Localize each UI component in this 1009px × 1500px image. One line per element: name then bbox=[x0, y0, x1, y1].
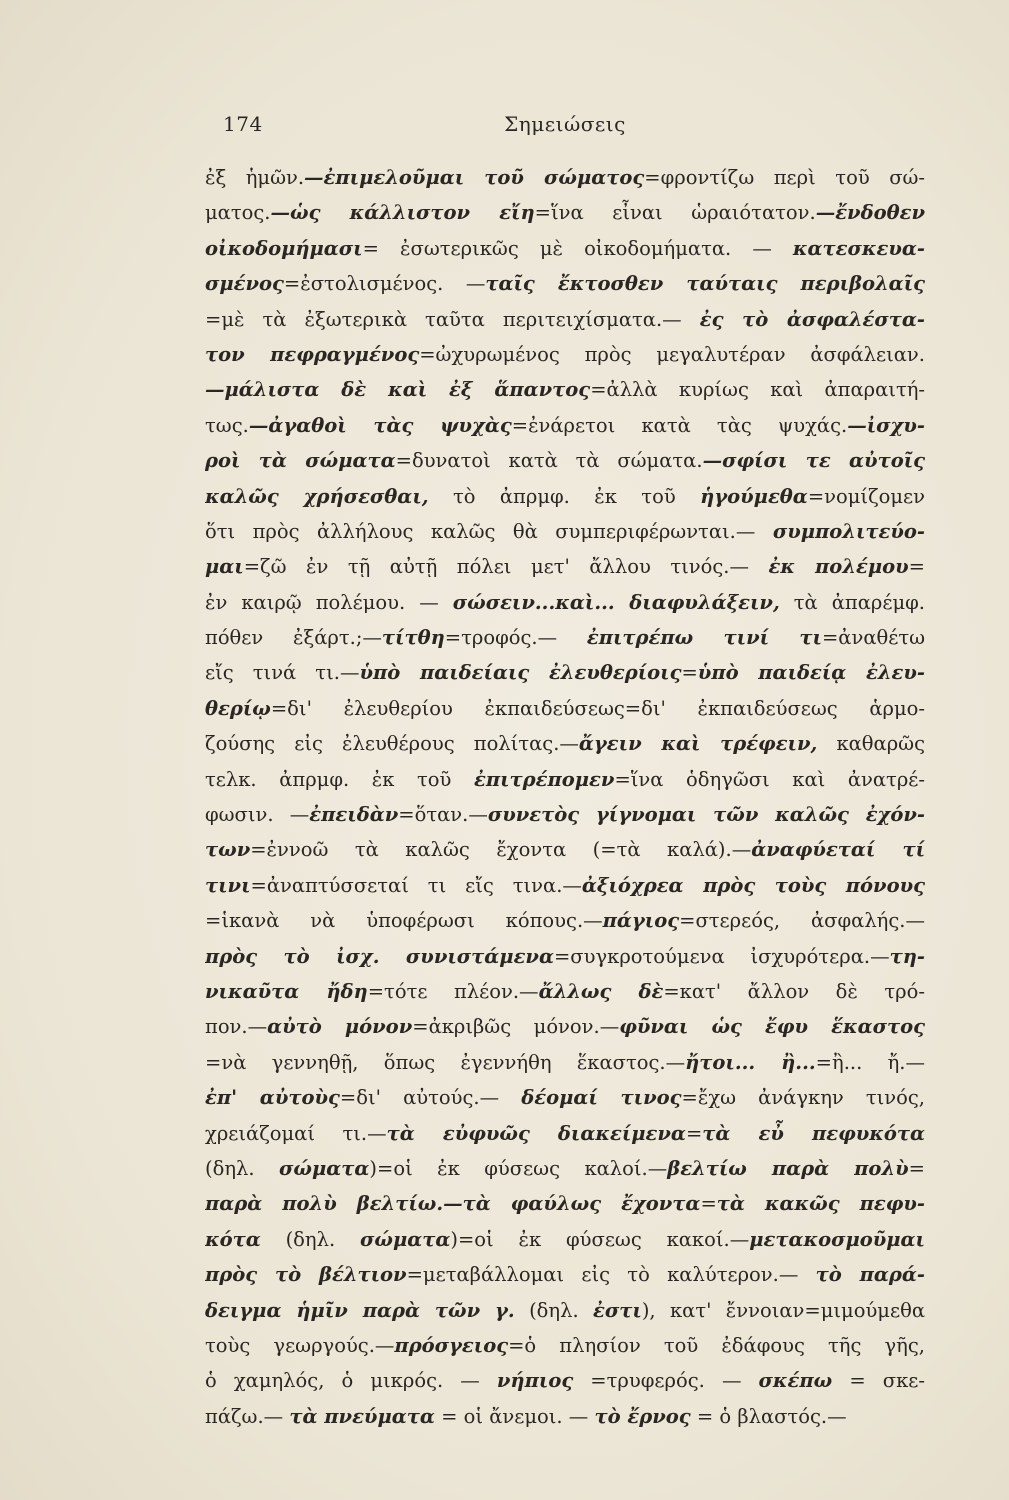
text-line bbox=[205, 1257, 925, 1292]
gloss-text: = οἱ ἄνεμοι. — bbox=[434, 1404, 595, 1428]
gloss-text: =τότε πλέον.— bbox=[367, 979, 539, 1003]
lemma-text: πρὸς τὸ βέλτιον bbox=[205, 1263, 407, 1287]
gloss-text: ἐν καιρῷ πολέμου. — bbox=[205, 590, 453, 614]
text-line bbox=[205, 868, 925, 903]
text-line bbox=[205, 620, 925, 655]
gloss-text: ζούσης εἰς ἐλευθέρους πολίτας.— bbox=[205, 732, 579, 756]
lemma-text: συνετὸς γίγνομαι τῶν καλῶς ἐχόν- bbox=[487, 803, 925, 827]
gloss-text: = σκε- bbox=[832, 1369, 925, 1393]
text-line bbox=[205, 443, 925, 478]
lemma-text: σώματα bbox=[279, 1156, 370, 1180]
gloss-text: =στερεός, ἀσφαλής.— bbox=[679, 909, 925, 933]
lemma-text: τὰ πνεύματα bbox=[289, 1404, 435, 1428]
lemma-text: ἐκ πολέμου bbox=[768, 555, 909, 579]
gloss-text: =δυνατοὶ κατὰ τὰ σώματα. bbox=[395, 449, 703, 473]
gloss-text: = bbox=[700, 1192, 717, 1216]
text-line bbox=[205, 479, 925, 514]
gloss-text: =φροντίζω περὶ τοῦ σώ- bbox=[644, 166, 925, 189]
text-line bbox=[205, 585, 925, 620]
text-line bbox=[205, 549, 925, 584]
lemma-text: ροὶ τὰ σώματα bbox=[205, 449, 396, 473]
gloss-text: πόθεν ἐξάρτ.;— bbox=[205, 626, 382, 650]
text-line bbox=[205, 1009, 925, 1044]
lemma-text: ἀναφύεταί τί bbox=[751, 838, 925, 862]
lemma-text: ἀξιόχρεα πρὸς τοὺς πόνους bbox=[581, 873, 925, 897]
lemma-text: δειγμα ἡμῖν παρὰ τῶν γ. bbox=[205, 1298, 515, 1322]
gloss-text: φωσιν. — bbox=[205, 803, 310, 827]
lemma-text: παρὰ πολὺ βελτίω.—τὰ φαύλως ἔχοντα bbox=[205, 1192, 701, 1216]
gloss-text: =μὲ τὰ ἐξωτερικὰ ταῦτα περιτειχίσματα.— bbox=[205, 307, 700, 331]
gloss-text: = ὁ βλαστός.— bbox=[690, 1404, 847, 1428]
gloss-text: =ἐστολισμένος. — bbox=[283, 272, 486, 296]
lemma-text: θερίῳ bbox=[205, 696, 271, 720]
gloss-text: πον.— bbox=[205, 1015, 268, 1039]
text-line bbox=[205, 903, 925, 938]
gloss-text: χρειάζομαί τι.— bbox=[205, 1121, 387, 1145]
lemma-text: οἰκοδομήμασι bbox=[205, 236, 363, 260]
gloss-text: =νομίζομεν bbox=[807, 484, 925, 508]
lemma-text: σκέπω bbox=[758, 1369, 833, 1393]
lemma-text: —ἐπιμελοῦμαι τοῦ σώματος bbox=[304, 166, 645, 189]
notes-body bbox=[205, 160, 925, 1434]
lemma-text: τὰ εὖ πεφυκότα bbox=[702, 1121, 925, 1145]
gloss-text: εἴς τινά τι.— bbox=[205, 661, 360, 685]
lemma-text: τὰ κακῶς πεφυ- bbox=[716, 1192, 925, 1216]
lemma-text: ἐς τὸ ἀσφαλέστα- bbox=[699, 307, 925, 331]
text-line bbox=[205, 1151, 925, 1186]
gloss-text: =ἱκανὰ νὰ ὑποφέρωσι κόπους.— bbox=[205, 909, 603, 933]
text-line bbox=[205, 337, 925, 372]
gloss-text: καθαρῶς bbox=[817, 732, 925, 756]
text-line bbox=[205, 655, 925, 690]
gloss-text: ματος. bbox=[205, 201, 271, 225]
gloss-text: =δι' ἐλευθερίου ἐκπαιδεύσεως=δι' ἐκπαιδεύσεως ἁρμο- bbox=[270, 696, 925, 720]
gloss-text: τὰ ἀπαρέμφ. bbox=[779, 590, 925, 614]
text-line bbox=[205, 974, 925, 1009]
gloss-text: = bbox=[681, 661, 698, 685]
gloss-text: =ὅταν.— bbox=[398, 803, 488, 827]
page-number: 174 bbox=[223, 112, 263, 136]
gloss-text: =ὠχυρωμένος πρὸς μεγαλυτέραν ἀσφάλειαν. bbox=[419, 342, 925, 366]
lemma-text: ταῖς ἔκτοσθεν ταύταις περιβολαῖς bbox=[485, 272, 925, 296]
gloss-text: ὅτι πρὸς ἀλλήλους καλῶς θὰ συμπεριφέρωνται.— bbox=[205, 519, 773, 543]
gloss-text: = bbox=[685, 1121, 703, 1145]
lemma-text: ἡγούμεθα bbox=[700, 484, 808, 508]
text-line bbox=[205, 1186, 925, 1221]
gloss-text: =ὁ πλησίον τοῦ ἐδάφους τῆς γῆς, bbox=[508, 1333, 925, 1357]
lemma-text: νήπιος bbox=[496, 1369, 574, 1393]
lemma-text: —ἰσχυ- bbox=[847, 413, 925, 437]
text-line bbox=[205, 691, 925, 726]
lemma-text: νικαῦτα ἤδη bbox=[205, 979, 368, 1003]
gloss-text: τοὺς γεωργούς.— bbox=[205, 1333, 395, 1357]
lemma-text: τη- bbox=[889, 944, 925, 968]
text-line bbox=[205, 514, 925, 549]
lemma-text: πρόσγειος bbox=[394, 1333, 509, 1357]
gloss-text: =κατ' ἄλλον δὲ τρό- bbox=[663, 979, 925, 1003]
text-line bbox=[205, 1045, 925, 1080]
lemma-text: δέομαί τινος bbox=[521, 1086, 682, 1110]
lemma-text: ἄλλως δὲ bbox=[538, 979, 664, 1003]
gloss-text: τως. bbox=[205, 413, 249, 437]
lemma-text: ἤτοι... ἢ... bbox=[685, 1050, 816, 1074]
gloss-text: =τρυφερός. — bbox=[573, 1369, 759, 1393]
lemma-text: —ὡς κάλλιστον εἴη bbox=[270, 201, 535, 225]
lemma-text: ἐστι bbox=[593, 1298, 642, 1322]
gloss-text: ), κατ' ἔννοιαν=μιμούμεθα bbox=[641, 1298, 925, 1322]
lemma-text: ὑπὸ παιδείαις ἐλευθερίοις bbox=[359, 661, 682, 685]
gloss-text: = bbox=[908, 1156, 925, 1180]
gloss-text: = ἐσωτερικῶς μὲ οἰκοδομήματα. — bbox=[362, 236, 793, 260]
gloss-text: ὁ χαμηλός, ὁ μικρός. — bbox=[205, 1369, 497, 1393]
lemma-text: τὰ εὐφυῶς διακείμενα bbox=[386, 1121, 686, 1145]
text-line bbox=[205, 372, 925, 407]
text-line bbox=[205, 195, 925, 230]
gloss-text: =ἐνάρετοι κατὰ τὰς ψυχάς. bbox=[511, 413, 848, 437]
running-title: Σημειώσεις bbox=[504, 112, 626, 136]
lemma-text: κατεσκευα- bbox=[792, 236, 925, 260]
text-line bbox=[205, 797, 925, 832]
lemma-text: μετακοσμοῦμαι bbox=[749, 1227, 925, 1251]
lemma-text: των bbox=[205, 838, 251, 862]
lemma-text: πάγιος bbox=[602, 909, 680, 933]
gloss-text: =ἀναπτύσσεταί τι εἴς τινα.— bbox=[250, 873, 582, 897]
gloss-text: =ἵνα εἶναι ὡραιότατον. bbox=[534, 201, 816, 225]
gloss-text: (δηλ. bbox=[205, 1156, 280, 1180]
lemma-text: ἐπειδὰν bbox=[309, 803, 399, 827]
lemma-text: σώματα bbox=[360, 1227, 451, 1251]
gloss-text: τὸ ἀπρμφ. ἐκ τοῦ bbox=[428, 484, 701, 508]
text-line bbox=[205, 408, 925, 443]
lemma-text: ἐπιτρέπομεν bbox=[473, 767, 615, 791]
gloss-text: =τροφός.— bbox=[444, 626, 587, 650]
lemma-text: συμπολιτεύο- bbox=[772, 519, 925, 543]
text-line bbox=[205, 266, 925, 301]
lemma-text: αὐτὸ μόνον bbox=[267, 1015, 413, 1039]
gloss-text: =ἐννοῶ τὰ καλῶς ἔχοντα (=τὰ καλά).— bbox=[250, 838, 752, 862]
text-line bbox=[205, 302, 925, 337]
text-line bbox=[205, 1116, 925, 1151]
page-header bbox=[205, 112, 925, 144]
lemma-text: τον πεφραγμένος bbox=[205, 342, 420, 366]
lemma-text: τὸ παρά- bbox=[815, 1263, 925, 1287]
lemma-text: τίτθη bbox=[381, 626, 445, 650]
gloss-text: ἐξ ἡμῶν. bbox=[205, 166, 305, 189]
lemma-text: βελτίω παρὰ πολὺ bbox=[667, 1156, 909, 1180]
text-line bbox=[205, 160, 925, 195]
gloss-text: )=οἱ ἐκ φύσεως κακοί.— bbox=[450, 1227, 750, 1251]
gloss-text: (δηλ. bbox=[260, 1227, 360, 1251]
text-line bbox=[205, 1328, 925, 1363]
text-line bbox=[205, 231, 925, 266]
gloss-text: )=οἱ ἐκ φύσεως καλοί.— bbox=[369, 1156, 668, 1180]
lemma-text: πρὸς τὸ ἰσχ. συνιστάμενα bbox=[205, 944, 554, 968]
lemma-text: φῦναι ὡς ἔφυ ἕκαστος bbox=[619, 1015, 925, 1039]
text-line bbox=[205, 762, 925, 797]
gloss-text: =ζῶ ἐν τῇ αὐτῇ πόλει μετ' ἄλλου τινός.— bbox=[243, 555, 769, 579]
lemma-text: τὸ ἔρνος bbox=[594, 1404, 691, 1428]
lemma-text: —ἔνδοθεν bbox=[815, 201, 925, 225]
gloss-text: =συγκροτούμενα ἰσχυρότερα.— bbox=[553, 944, 890, 968]
gloss-text: =ἀναθέτω bbox=[821, 626, 925, 650]
lemma-text: ἐπ' αὐτοὺς bbox=[205, 1086, 340, 1110]
lemma-text: σμένος bbox=[205, 272, 284, 296]
text-line bbox=[205, 1363, 925, 1398]
gloss-text: =νὰ γεννηθῇ, ὅπως ἐγεννήθη ἕκαστος.— bbox=[205, 1050, 686, 1074]
gloss-text: =ἔχω ἀνάγκην τινός, bbox=[681, 1086, 925, 1110]
lemma-text: καλῶς χρήσεσθαι, bbox=[205, 484, 429, 508]
lemma-text: σώσειν...καὶ... διαφυλάξειν, bbox=[452, 590, 780, 614]
lemma-text: —σφίσι τε αὐτοῖς bbox=[702, 449, 925, 473]
lemma-text: ὑπὸ παιδείᾳ ἐλευ- bbox=[697, 661, 925, 685]
gloss-text: =ἢ... ἤ.— bbox=[815, 1050, 925, 1074]
gloss-text: =δι' αὐτούς.— bbox=[339, 1086, 522, 1110]
gloss-text: =ἀλλὰ κυρίως καὶ ἀπαραιτή- bbox=[590, 378, 925, 402]
gloss-text: (δηλ. bbox=[514, 1298, 594, 1322]
text-line bbox=[205, 726, 925, 761]
gloss-text: πάζω.— bbox=[205, 1404, 290, 1428]
lemma-text: ἐπιτρέπω τινί τι bbox=[586, 626, 822, 650]
gloss-text: =ἵνα ὁδηγῶσι καὶ ἀνατρέ- bbox=[614, 767, 925, 791]
gloss-text: =μεταβάλλομαι εἰς τὸ καλύτερον.— bbox=[406, 1263, 816, 1287]
lemma-text: —μάλιστα δὲ καὶ ἐξ ἅπαντος bbox=[205, 378, 591, 402]
gloss-text: = bbox=[908, 555, 925, 579]
gloss-text: τελκ. ἀπρμφ. ἐκ τοῦ bbox=[205, 767, 474, 791]
lemma-text: —ἀγαθοὶ τὰς ψυχὰς bbox=[248, 413, 512, 437]
lemma-text: μαι bbox=[205, 555, 244, 579]
lemma-text: ἄγειν καὶ τρέφειν, bbox=[578, 732, 818, 756]
gloss-text: =ἀκριβῶς μόνον.— bbox=[412, 1015, 620, 1039]
lemma-text: τινι bbox=[205, 873, 251, 897]
text-line bbox=[205, 1222, 925, 1257]
lemma-text: κότα bbox=[205, 1227, 261, 1251]
text-line bbox=[205, 1399, 925, 1434]
text-line bbox=[205, 832, 925, 867]
text-line bbox=[205, 1080, 925, 1115]
text-line bbox=[205, 939, 925, 974]
text-line bbox=[205, 1293, 925, 1328]
